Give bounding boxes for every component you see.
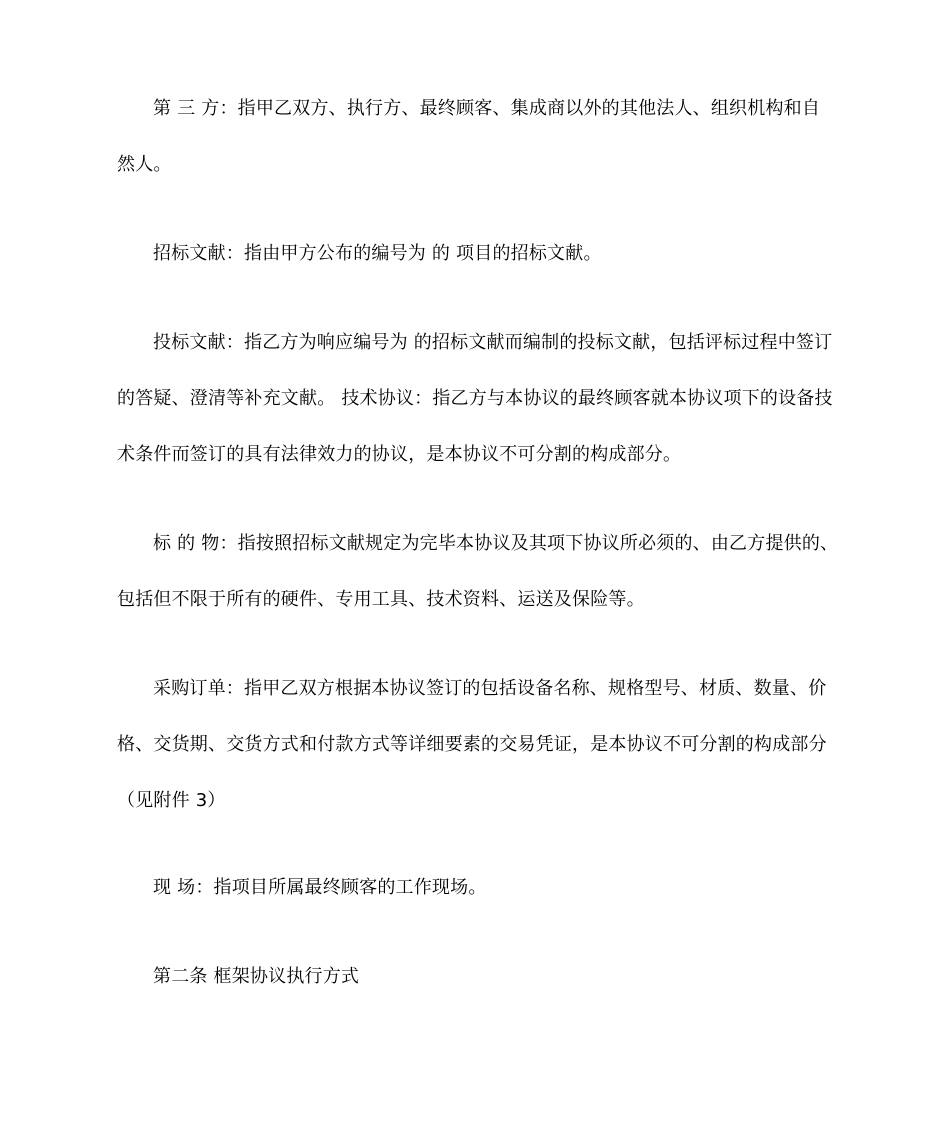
paragraph-subject-matter-line-1: 标 的 物：指按照招标文献规定为完毕本协议及其项下协议所必须的、由乙方提供的、 bbox=[153, 533, 839, 554]
paragraph-tender-docs-line-1: 招标文献：指由甲方公布的编号为 的 项目的招标文献。 bbox=[153, 243, 602, 264]
section-heading-article-two: 第二条 框架协议执行方式 bbox=[153, 966, 360, 987]
paragraph-purchase-order-line-3: （见附件 3） bbox=[117, 790, 226, 811]
paragraph-third-party-line-2: 然人。 bbox=[117, 154, 172, 175]
paragraph-bid-docs-line-2: 的答疑、澄清等补充文献。 技术协议：指乙方与本协议的最终顾客就本协议项下的设备技 bbox=[117, 388, 833, 409]
paragraph-bid-docs-line-1: 投标文献：指乙方为响应编号为 的招标文献而编制的投标文献，包括评标过程中签订 bbox=[153, 332, 833, 353]
paragraph-subject-matter-line-2: 包括但不限于所有的硬件、专用工具、技术资料、运送及保险等。 bbox=[117, 589, 645, 610]
paragraph-site-line-1: 现 场：指项目所属最终顾客的工作现场。 bbox=[153, 877, 487, 898]
paragraph-purchase-order-line-2: 格、交货期、交货方式和付款方式等详细要素的交易凭证，是本协议不可分割的构成部分 bbox=[117, 734, 827, 755]
paragraph-third-party-line-1: 第 三 方：指甲乙双方、执行方、最终顾客、集成商以外的其他法人、组织机构和自 bbox=[153, 98, 821, 119]
paragraph-bid-docs-line-3: 术条件而签订的具有法律效力的协议，是本协议不可分割的构成部分。 bbox=[117, 444, 682, 465]
paragraph-purchase-order-line-1: 采购订单：指甲乙双方根据本协议签订的包括设备名称、规格型号、材质、数量、价 bbox=[153, 678, 827, 699]
